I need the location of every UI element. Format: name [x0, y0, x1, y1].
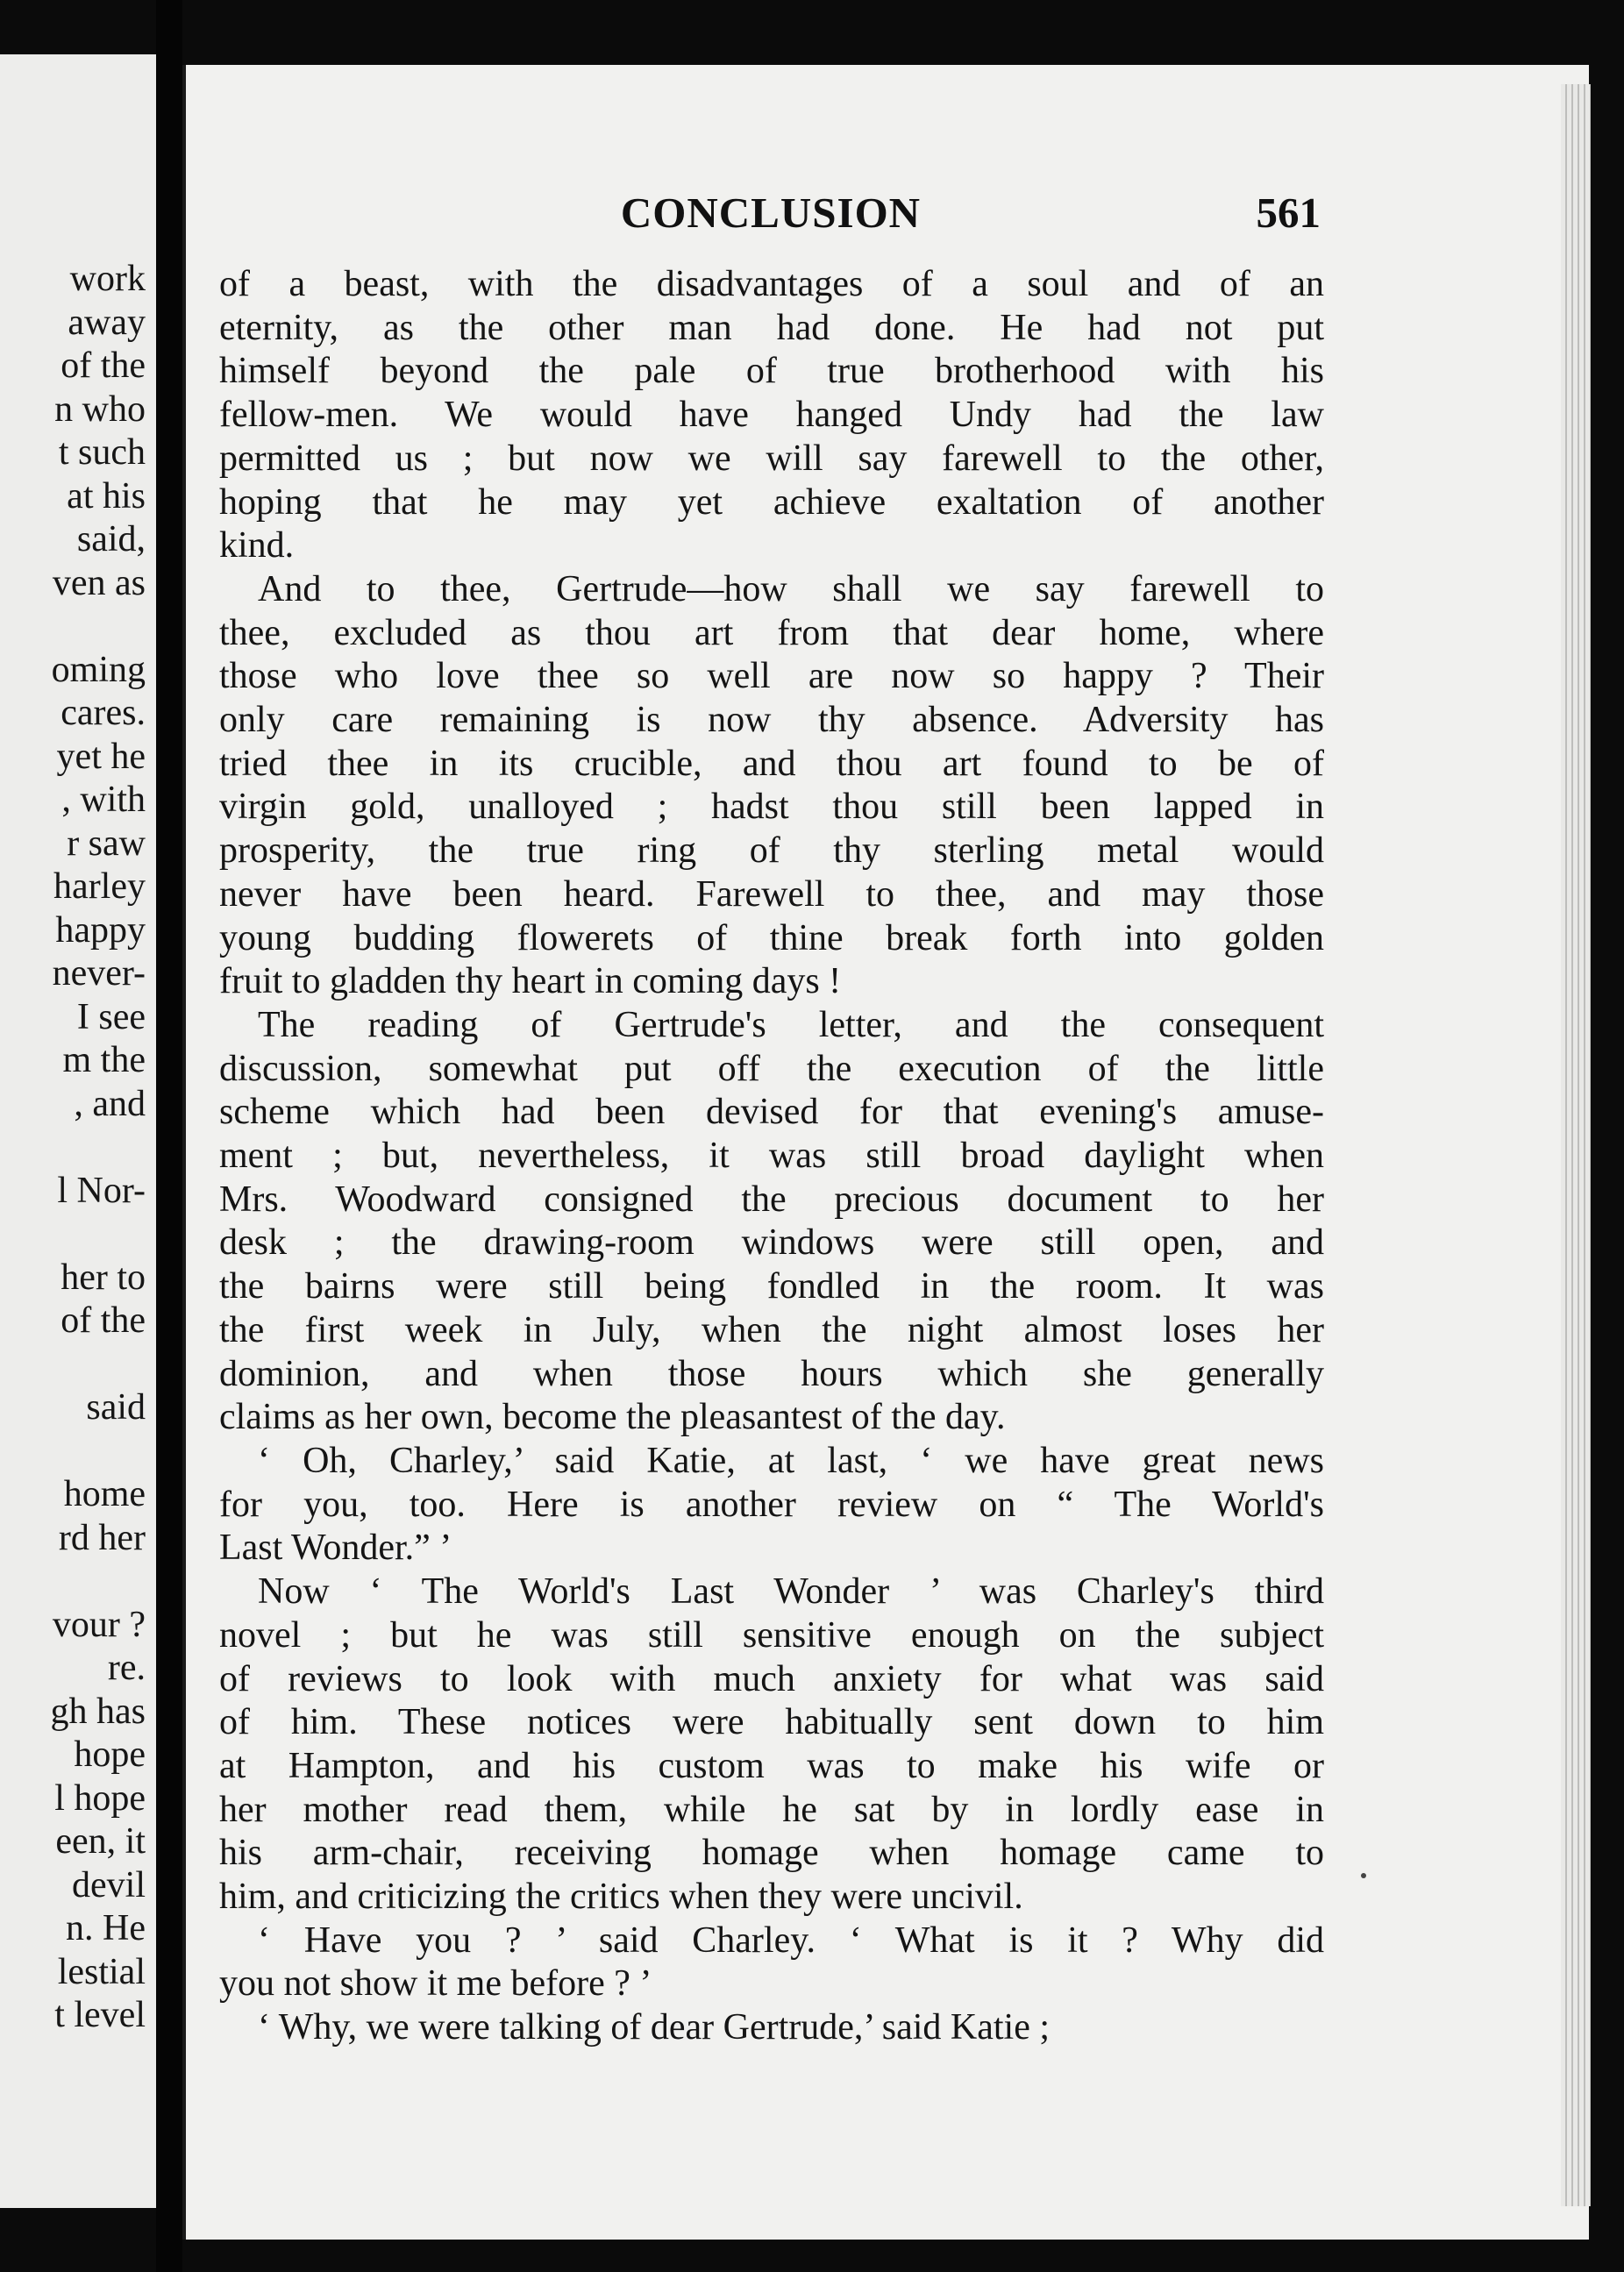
text-line: of reviews to look with much anxiety for what was said: [219, 1658, 1324, 1699]
text-line: his arm-chair, receiving homage when homage came to: [219, 1833, 1324, 1874]
facing-page-line: , with: [61, 780, 146, 820]
text-line: young budding flowerets of thine break forth into golden: [219, 917, 1324, 958]
paragraph: [219, 1919, 1324, 2006]
facing-page-line: oming: [51, 649, 146, 690]
facing-page-line: [51, 1560, 146, 1604]
text-line: prosperity, the true ring of thy sterling metal would: [219, 830, 1324, 872]
text-line: The reading of Gertrude's letter, and the consequent: [258, 1004, 1324, 1045]
facing-page-line: never-: [52, 953, 146, 994]
paragraph: [219, 263, 1324, 568]
text-line: ‘ Oh, Charley,’ said Katie, at last, ‘ we have great news: [258, 1440, 1324, 1481]
facing-page-line: cares.: [61, 693, 146, 733]
facing-page-line: n. He: [66, 1908, 146, 1948]
text-line: dominion, and when those hours which she generally: [219, 1353, 1324, 1394]
facing-page-line: [51, 1126, 146, 1170]
text-line: of a beast, with the disadvantages of a soul and of an: [219, 264, 1324, 304]
page-edges: [1561, 84, 1591, 2206]
page-number: 561: [1256, 189, 1321, 237]
paragraph: [219, 1570, 1324, 1919]
text-line: of him. These notices were habitually sent down to him: [219, 1702, 1324, 1743]
body-text: [219, 263, 1324, 2050]
text-line: scheme which had been devised for that evening's amuse-: [219, 1092, 1324, 1133]
text-line: ‘ Why, we were talking of dear Gertrude,’ said Katie ;: [258, 2007, 1051, 2048]
facing-page-line: m the: [62, 1040, 146, 1080]
text-line: Last Wonder.” ’: [219, 1528, 452, 1569]
facing-page-line: [51, 1213, 146, 1257]
text-line: fruit to gladden thy heart in coming days !: [219, 961, 842, 1002]
facing-page-line: [51, 605, 146, 649]
facing-page-line: said: [86, 1387, 146, 1428]
text-line: permitted us ; but now we will say farewell to the other,: [219, 438, 1324, 479]
facing-page-line: said,: [76, 519, 146, 559]
facing-page-line: at his: [67, 475, 146, 516]
text-line: virgin gold, unalloyed ; hadst thou still been lapped in: [219, 787, 1324, 828]
facing-page-line: devil: [72, 1864, 146, 1905]
facing-page-line: her to: [61, 1257, 146, 1298]
facing-page-line: n who: [54, 388, 146, 430]
facing-page-line: [51, 1430, 146, 1474]
facing-page-line: of the: [61, 345, 146, 386]
text-line: those who love thee so well are now so happy ? Their: [219, 656, 1324, 697]
text-line: kind.: [219, 525, 295, 566]
text-line: fellow-men. We would have hanged Undy had the law: [219, 395, 1324, 436]
text-line: Mrs. Woodward consigned the precious document to her: [219, 1179, 1324, 1220]
text-line: Now ‘ The World's Last Wonder ’ was Charley's third: [258, 1571, 1324, 1613]
paragraph: [219, 2006, 1324, 2050]
text-line: only care remaining is now thy absence. Adversity has: [219, 700, 1324, 741]
facing-page-line: harley: [53, 866, 146, 907]
paragraph: [219, 1004, 1324, 1440]
running-head: [221, 188, 1321, 237]
text-line: ment ; but, nevertheless, it was still broad daylight when: [219, 1136, 1324, 1177]
text-line: ‘ Have you ? ’ said Charley. ‘ What is it ? Why did: [258, 1919, 1324, 1961]
facing-page-line: r saw: [67, 823, 146, 864]
facing-page-line: l Nor-: [57, 1170, 146, 1211]
chapter-title: CONCLUSION: [620, 189, 922, 237]
facing-page-line: gh has: [50, 1691, 146, 1732]
text-line: thee, excluded as thou art from that dear home, where: [219, 612, 1324, 653]
facing-page-line: away: [68, 302, 146, 343]
facing-page-text: [51, 258, 146, 2038]
text-line: desk ; the drawing-room windows were still open, and: [219, 1222, 1324, 1264]
facing-page-line: t such: [58, 432, 146, 473]
facing-page-line: I see: [76, 996, 146, 1037]
text-line: the first week in July, when the night almost loses her: [219, 1309, 1324, 1350]
text-line: at Hampton, and his custom was to make his wife or: [219, 1745, 1324, 1786]
facing-page-line: yet he: [56, 736, 146, 777]
text-line: novel ; but he was still sensitive enough on the subject: [219, 1614, 1324, 1656]
text-line: claims as her own, become the pleasantest of the day.: [219, 1397, 1006, 1438]
text-line: her mother read them, while he sat by in lordly ease in: [219, 1789, 1324, 1830]
facing-page-line: ven as: [52, 562, 146, 603]
print-speck: [1361, 1873, 1366, 1878]
text-line: hoping that he may yet achieve exaltation of another: [219, 481, 1324, 523]
facing-page-line: lestial: [57, 1951, 146, 1992]
text-line: never have been heard. Farewell to thee, and may those: [219, 873, 1324, 915]
facing-page-line: work: [69, 259, 146, 299]
text-line: for you, too. Here is another review on “ The World's: [219, 1484, 1324, 1525]
facing-page-line: home: [63, 1474, 146, 1514]
paragraph: [219, 568, 1324, 1004]
text-line: And to thee, Gertrude—how shall we say farewell to: [258, 568, 1324, 609]
text-line: him, and criticizing the critics when they were uncivil.: [219, 1877, 1023, 1918]
text-line: eternity, as the other man had done. He had not put: [219, 307, 1324, 348]
text-line: the bairns were still being fondled in the room. It was: [219, 1266, 1324, 1307]
facing-page-line: hope: [74, 1734, 146, 1775]
facing-page-line: re.: [107, 1648, 146, 1688]
facing-page-line: een, it: [55, 1821, 146, 1862]
facing-page-line: t level: [54, 1995, 146, 2035]
facing-page-line: of the: [61, 1300, 146, 1341]
text-line: tried thee in its crucible, and thou art found to be of: [219, 743, 1324, 784]
text-line: himself beyond the pale of true brotherhood with his: [219, 351, 1324, 392]
book-gutter: [156, 0, 182, 2272]
text-line: discussion, somewhat put off the execution of the little: [219, 1048, 1324, 1089]
facing-page-line: l hope: [54, 1777, 146, 1819]
facing-page-line: [51, 1343, 146, 1387]
text-line: you not show it me before ? ’: [219, 1963, 652, 2005]
facing-page-line: rd her: [58, 1517, 146, 1558]
facing-page: [0, 54, 156, 2208]
facing-page-line: vour ?: [52, 1604, 146, 1645]
facing-page-line: , and: [74, 1083, 146, 1124]
paragraph: [219, 1440, 1324, 1570]
facing-page-line: happy: [55, 909, 146, 951]
